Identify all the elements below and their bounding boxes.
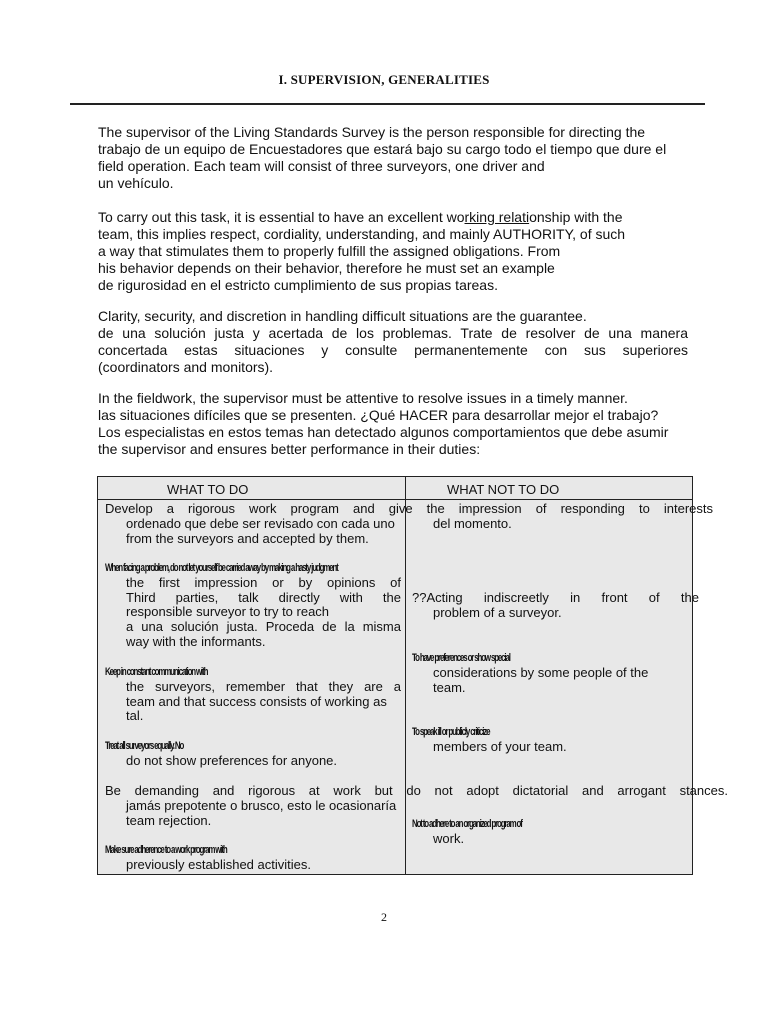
title-rule [70,103,705,105]
paragraph-line: the supervisor and ensures better performance in their duties: [98,441,481,457]
do-item-3 [105,665,401,724]
paragraph-line: (coordinators and monitors). [98,359,274,375]
dont-item-5 [412,817,692,847]
paragraph-line: de rigurosidad en el estricto cumplimiento de sus propias tareas. [98,277,498,293]
paragraph-line: un vehículo. [98,175,174,191]
text-run: To carry out this task, it is essential to have an excellent wo [98,209,465,225]
paragraph-2 [98,209,688,294]
paragraph-line: a way that stimulates them to properly fulfill the assigned obligations. From [98,243,561,259]
paragraph-line: field operation. Each team will consist of three surveyors, one driver and [98,158,545,174]
cell-line: Develop a rigorous work program and give the impression of responding to interests [105,501,713,516]
paragraph-1 [98,124,688,192]
cell-line: from the surveyors and accepted by them. [126,530,369,546]
cell-line: jamás prepotente o brusco, esto le ocasionaría [126,797,397,813]
underlined-text: rking relati [464,209,530,225]
cell-line: ??Acting indiscreetly in front of the [412,590,699,605]
cell-line: work. [433,830,465,846]
cell-line: previously established activities. [126,856,311,872]
do-dont-table [97,476,728,875]
page-title: I. SUPERVISION, GENERALITIES [278,72,490,87]
paragraph-line: his behavior depends on their behavior, therefore he must set an example [98,260,555,276]
paragraph-line: Clarity, security, and discretion in handling difficult situations are the guarantee. [98,308,587,324]
cell-line: Make sure adherence to a work program with [105,844,227,856]
cell-line: problem of a surveyor. [433,604,562,620]
cell-line: Third parties, talk directly with the [126,589,401,605]
cell-line: To have preferences or show special [412,652,510,664]
paragraph-line: trabajo de un equipo de Encuestadores que estará bajo su cargo todo el tiempo que dure el [98,141,667,157]
paragraph-4 [98,390,688,458]
cell-line: tal. [126,708,144,724]
paragraph-line: de una solución justa y acertada de los problemas. Trate de resolver de una manera [98,325,688,341]
cell-line: Treat all surveyors equally. No [105,740,184,752]
dont-item-4 [412,725,692,755]
dont-item-1 [412,517,692,532]
cell-line: Not to adhere to an organized program of [412,818,522,830]
cell-line: team. [433,679,466,695]
do-item-2 [105,561,401,650]
cell-line: Be demanding and rigorous at work but do not adopt dictatorial and arrogant stances. [105,783,728,798]
header-what-to-do: WHAT TO DO [167,482,249,497]
cell-line: responsible surveyor to try to reach [126,604,330,620]
paragraph-line: The supervisor of the Living Standards Survey is the person responsible for directing the [98,124,646,140]
header-what-not-to-do: WHAT NOT TO DO [447,482,560,497]
paragraph-line: Los especialistas en estos temas han detectado algunos comportamientos que debe asumir [98,424,669,440]
paragraph-line: concertada estas situaciones y consulte permanentemente con sus superiores [98,342,688,358]
cell-line: del momento. [433,516,512,531]
paragraph-line: team, this implies respect, cordiality, understanding, and mainly AUTHORITY, of such [98,226,626,242]
cell-line: To speak ill or publicly criticize [412,726,490,738]
cell-line: a una solución justa. Proceda de la misma [126,619,401,635]
dont-item-3 [412,651,692,695]
cell-line: members of your team. [433,738,567,754]
cell-line: way with the informants. [126,633,266,649]
cell-line: Keep in constant communication with [105,666,208,678]
cell-line: the surveyors, remember that they are a [126,678,401,694]
cell-line: considerations by some people of the [433,664,649,680]
do-item-6 [105,843,401,873]
cell-line: the first impression or by opinions of [126,574,401,590]
dont-item-2 [412,591,699,621]
text-run: onship with the [529,209,623,225]
paragraph-line: las situaciones difíciles que se presenten. ¿Qué HACER para desarrollar mejor el trabajo? [98,407,659,423]
cell-line: ordenado que debe ser revisado con cada uno [126,515,395,531]
paragraph-line [98,209,688,226]
header-divider [98,499,692,500]
cell-line: team rejection. [126,812,212,828]
cell-line: When facing a problem, do not let yourself be carried away by making a hasty judgment [105,562,338,574]
do-item-4 [105,739,401,769]
paragraph-line: In the fieldwork, the supervisor must be attentive to resolve issues in a timely manner. [98,390,628,406]
paragraph-3 [98,308,688,376]
cell-line: team and that success consists of working as [126,693,387,709]
page-number: 2 [381,910,387,924]
cell-line: do not show preferences for anyone. [126,752,338,768]
